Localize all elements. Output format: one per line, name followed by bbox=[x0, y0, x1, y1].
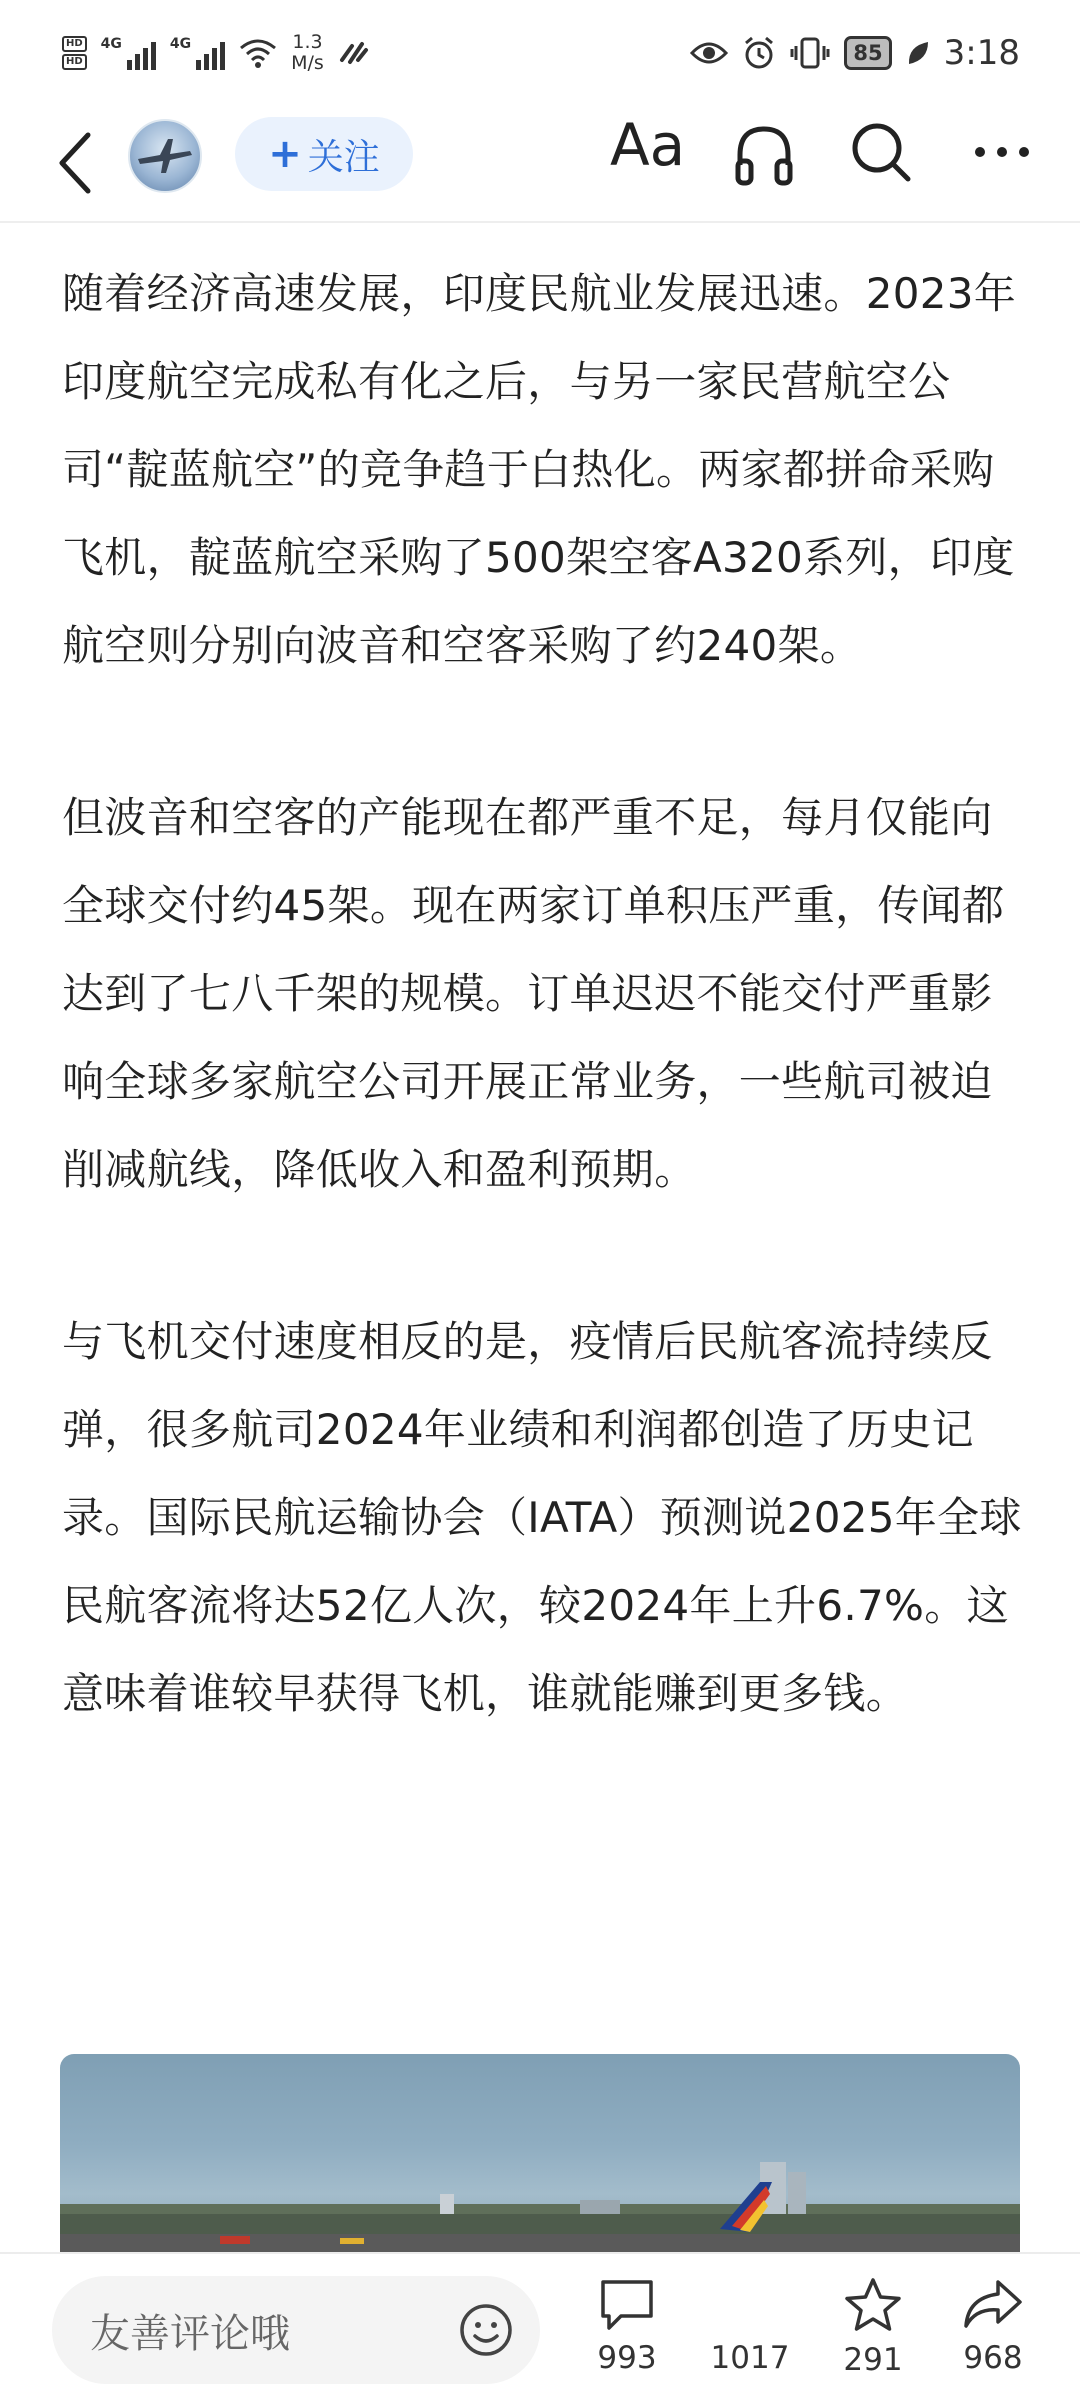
like-button[interactable] bbox=[818, 2276, 928, 2378]
airplane-icon bbox=[130, 121, 200, 191]
comment-placeholder: 友善评论哦 bbox=[90, 2310, 290, 2357]
plus-icon: + bbox=[268, 131, 302, 177]
status-bar bbox=[0, 0, 1080, 105]
leaf-icon bbox=[906, 40, 930, 66]
headphones-icon[interactable] bbox=[732, 121, 796, 187]
more-options-icon[interactable] bbox=[972, 127, 1032, 177]
top-app-bar bbox=[0, 105, 1080, 223]
article-image[interactable] bbox=[60, 2054, 1020, 2254]
battery-icon: 85 bbox=[844, 36, 891, 70]
star-icon bbox=[842, 2276, 904, 2334]
share-button[interactable] bbox=[938, 2276, 1048, 2376]
repost-count: 1017 bbox=[710, 2340, 790, 2376]
article-paragraph: 与飞机交付速度相反的是，疫情后民航客流持续反弹，很多航司2024年业绩和利润都创造了历史记录。国际民航运输协会（IATA）预测说2025年全球民航客流将达52亿人次，较2024年上升6.7%。这意味着谁较早获得飞机，谁就能赚到更多钱。 bbox=[62, 1317, 1022, 1718]
link-icon bbox=[338, 38, 370, 68]
comment-icon bbox=[597, 2276, 657, 2332]
alarm-icon bbox=[742, 36, 776, 70]
back-arrow-icon[interactable] bbox=[48, 123, 108, 203]
clock: 3:18 bbox=[943, 32, 1020, 73]
follow-button[interactable] bbox=[235, 117, 413, 191]
eye-icon bbox=[690, 40, 728, 66]
network-type-2: 4G bbox=[169, 35, 192, 52]
author-avatar[interactable] bbox=[128, 119, 202, 193]
signal-icon-1 bbox=[101, 36, 156, 70]
like-count: 291 bbox=[843, 2342, 903, 2378]
vibrate-icon bbox=[790, 36, 830, 70]
follow-label: 关注 bbox=[307, 136, 380, 178]
wifi-icon bbox=[239, 38, 277, 68]
signal-icon-2 bbox=[170, 36, 225, 70]
share-arrow-icon bbox=[962, 2276, 1024, 2332]
article-body bbox=[62, 250, 1022, 1822]
repost-button[interactable] bbox=[695, 2276, 805, 2376]
repost-icon bbox=[720, 2276, 780, 2332]
font-size-button[interactable]: Aa bbox=[610, 111, 686, 179]
network-speed bbox=[291, 32, 324, 74]
bottom-action-bar bbox=[0, 2252, 1080, 2400]
speed-value: 1.3 bbox=[292, 30, 323, 53]
share-count: 968 bbox=[963, 2340, 1023, 2376]
search-icon[interactable] bbox=[848, 119, 914, 185]
comment-count: 993 bbox=[597, 2340, 657, 2376]
status-right bbox=[690, 33, 1020, 73]
article-paragraph: 但波音和空客的产能现在都严重不足，每月仅能向全球交付约45架。现在两家订单积压严重，传闻都达到了七八千架的规模。订单迟迟不能交付严重影响全球多家航空公司开展正常业务，一些航司被迫削减航线，降低收入和盈利预期。 bbox=[62, 793, 1005, 1194]
comment-button[interactable] bbox=[572, 2276, 682, 2376]
network-type-1: 4G bbox=[100, 35, 122, 52]
emoji-icon[interactable] bbox=[458, 2302, 514, 2358]
hd-indicator bbox=[62, 35, 87, 71]
airport-scene-image bbox=[60, 2054, 1020, 2254]
speed-unit: M/s bbox=[291, 51, 324, 74]
hd-label-2: HD bbox=[62, 54, 87, 70]
hd-label-1: HD bbox=[62, 36, 87, 52]
article-paragraph: 随着经济高速发展，印度民航业发展迅速。2023年印度航空完成私有化之后，与另一家民营航空公司“靛蓝航空”的竞争趋于白热化。两家都拼命采购飞机，靛蓝航空采购了500架空客A320系列，印度航空则分别向波音和空客采购了约240架。 bbox=[62, 269, 1017, 670]
status-left bbox=[62, 32, 370, 74]
